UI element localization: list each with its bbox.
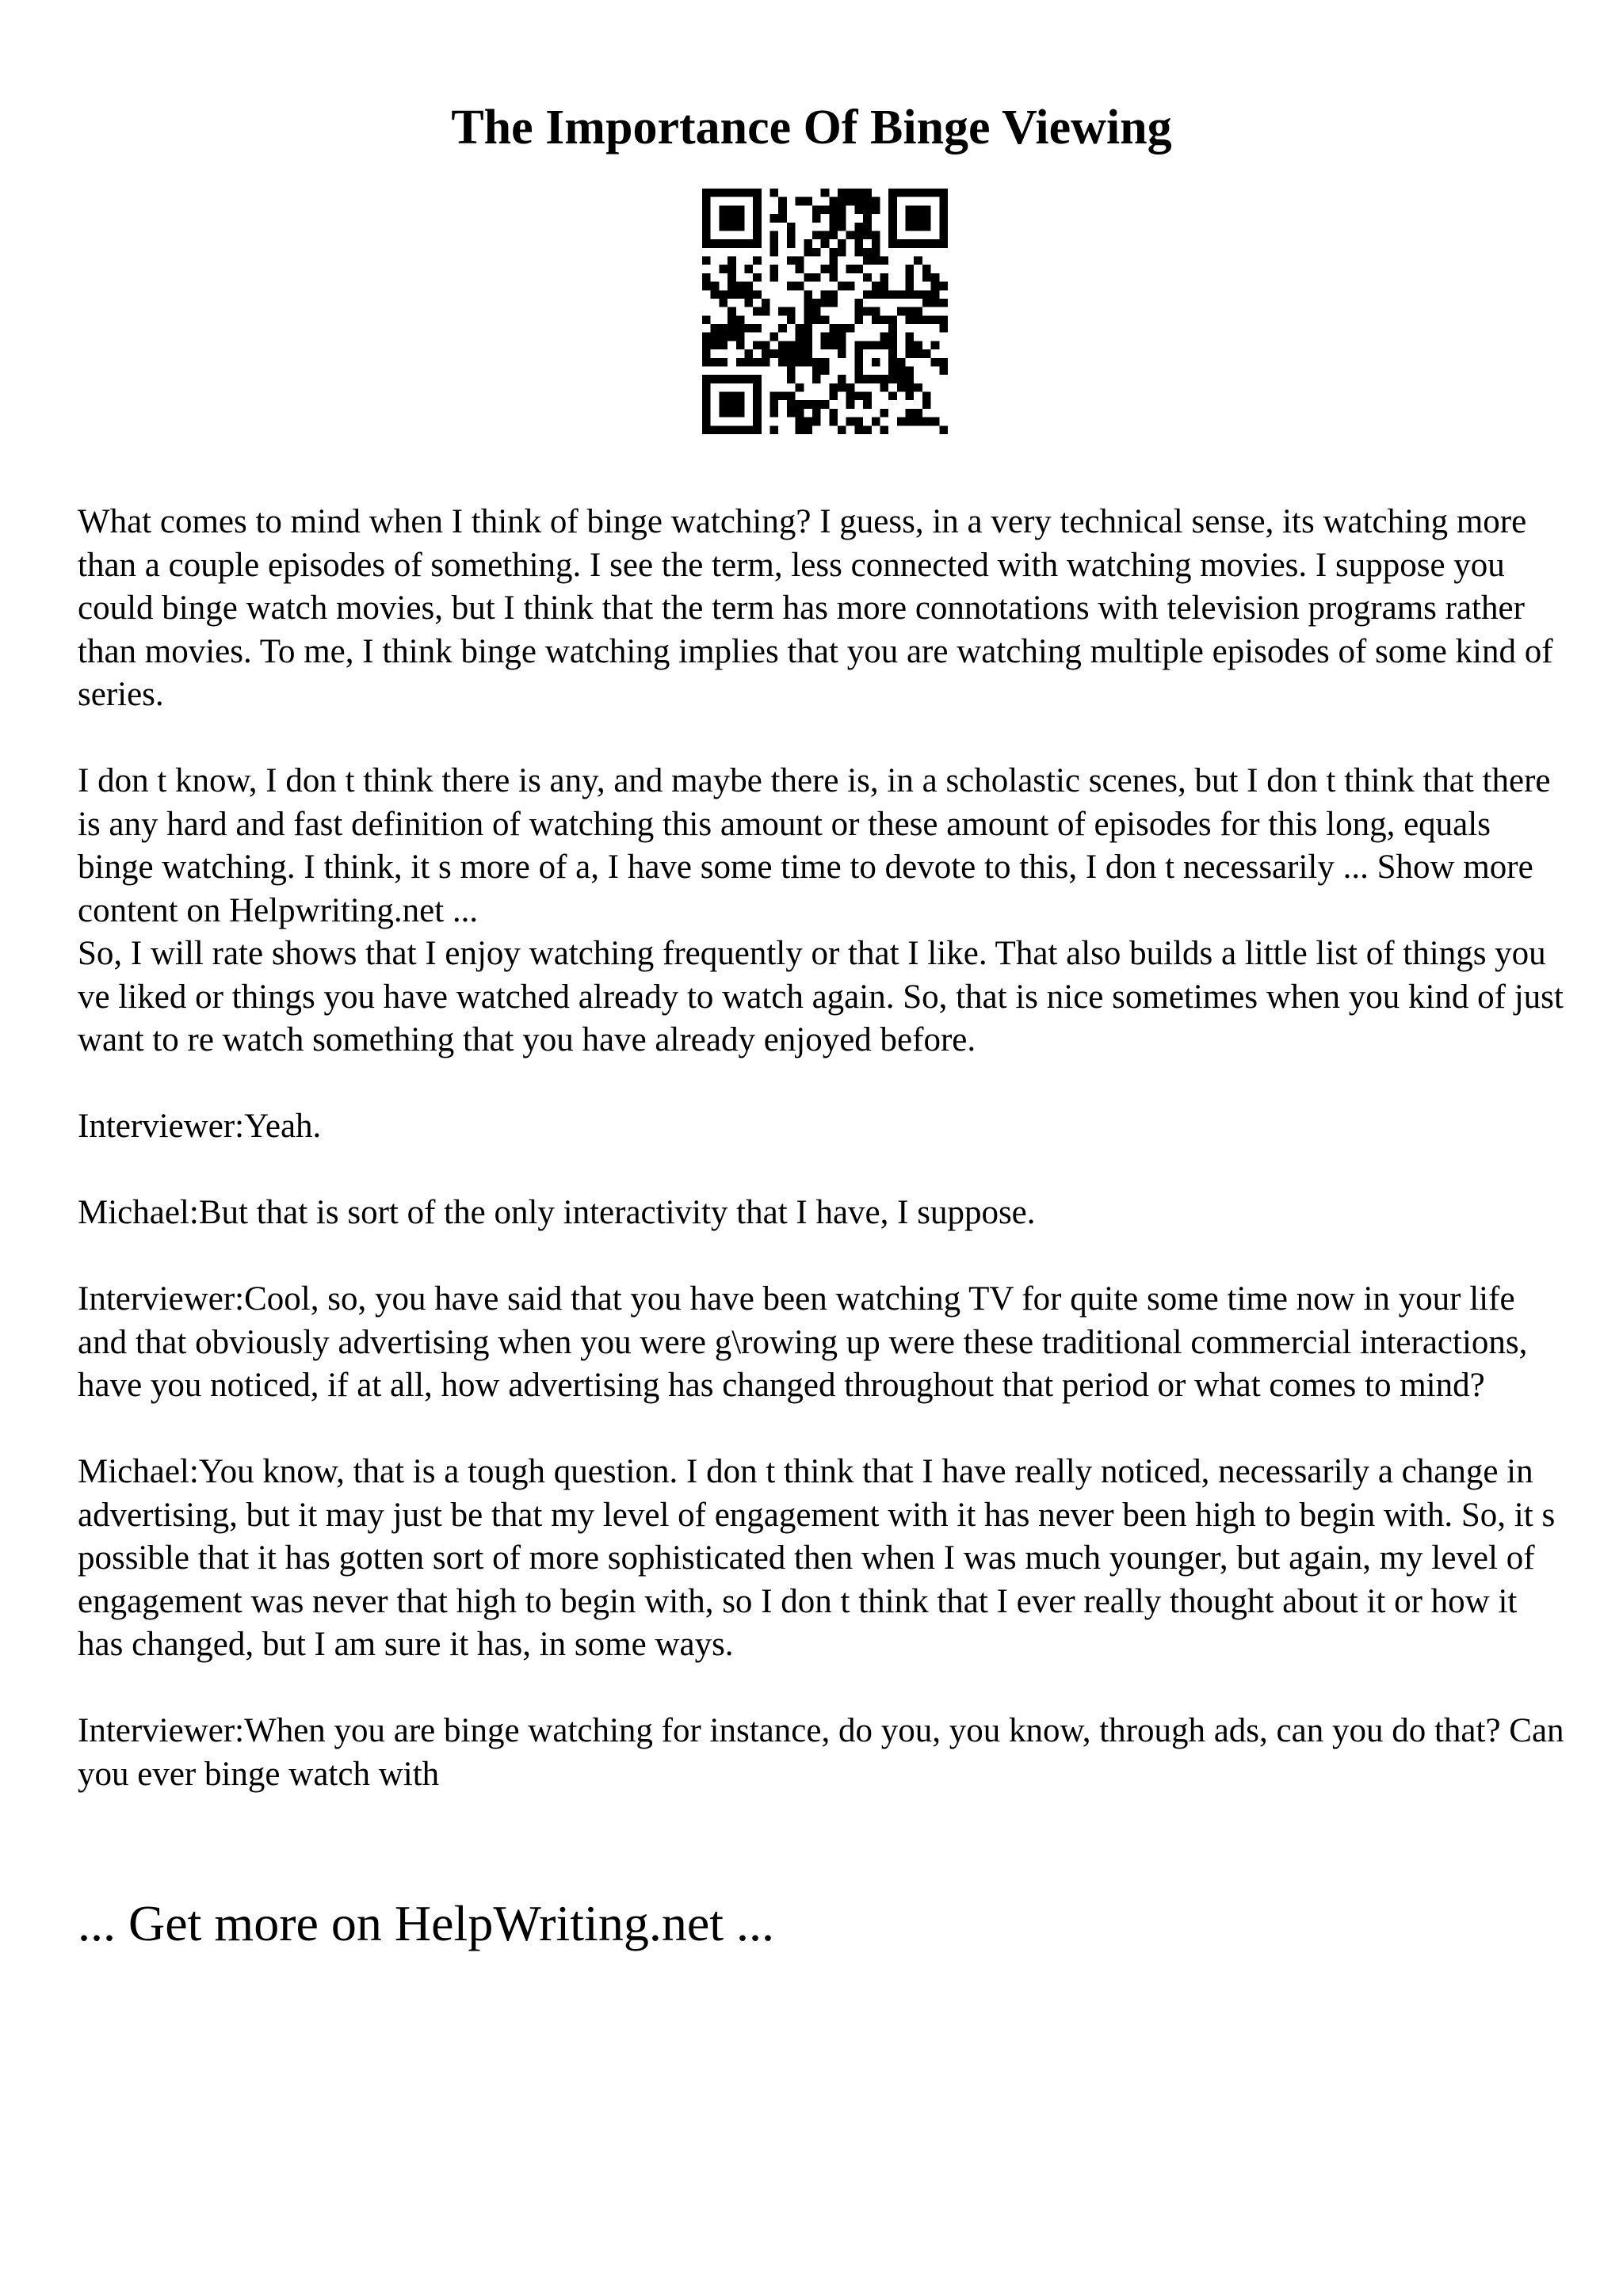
document-body	[78, 501, 1568, 1840]
paragraph-definition: I don t know, I don t think there is any, and maybe there is, in a scholastic scenes, but I don t think that there is any hard and fast definition of watching this amount or these amount of episodes for this long, equals binge watching. I think, it s more of a, I have some time to devote to this, I don t necessarily ... Show more content on Helpwriting.net ...	[78, 762, 1551, 929]
paragraph-interviewer-advertising: Interviewer:Cool, so, you have said that you have been watching TV for quite some time now in your life and that obviously advertising when you were g\rowing up were these traditional commercial interactions, have you noticed, if at all, how advertising has changed throughout that period or what comes to mind?	[78, 1280, 1528, 1404]
paragraph-michael-interactivity: Michael:But that is sort of the only interactivity that I have, I suppose.	[78, 1194, 1036, 1231]
paragraph-ratings: So, I will rate shows that I enjoy watching frequently or that I like. That also builds a little list of things you ve liked or things you have watched already to watch again. So, that is nice sometimes when you kind of just want to re watch something that you have already enjoyed before.	[78, 935, 1564, 1058]
qr-code-icon	[702, 189, 948, 434]
get-more-link[interactable]: ... Get more on HelpWriting.net ...	[78, 1895, 774, 1951]
paragraph-intro: What comes to mind when I think of binge watching? I guess, in a very technical sense, its watching more than a couple episodes of something. I see the term, less connected with watching movies. I suppose you could binge watch movies, but I think that the term has more connotations with television programs rather than movies. To me, I think binge watching implies that you are watching multiple episodes of some kind of series.	[78, 503, 1553, 713]
paragraph-michael-advertising: Michael:You know, that is a tough question. I don t think that I have really noticed, necessarily a change in advertising, but it may just be that my level of engagement with it has never been high to begin with. So, it s possible that it has gotten sort of more sophisticated then when I was much younger, but again, my level of engagement was never that high to begin with, so I don t think that I ever really thought about it or how it has changed, but I am sure it has, in some ways.	[78, 1453, 1556, 1663]
document-title: The Importance Of Binge Viewing	[451, 101, 1172, 154]
paragraph-interviewer-ads: Interviewer:When you are binge watching for instance, do you, you know, through ads, can you do that? Can you ever binge watch with	[78, 1712, 1564, 1793]
paragraph-interviewer-yeah: Interviewer:Yeah.	[78, 1108, 322, 1145]
